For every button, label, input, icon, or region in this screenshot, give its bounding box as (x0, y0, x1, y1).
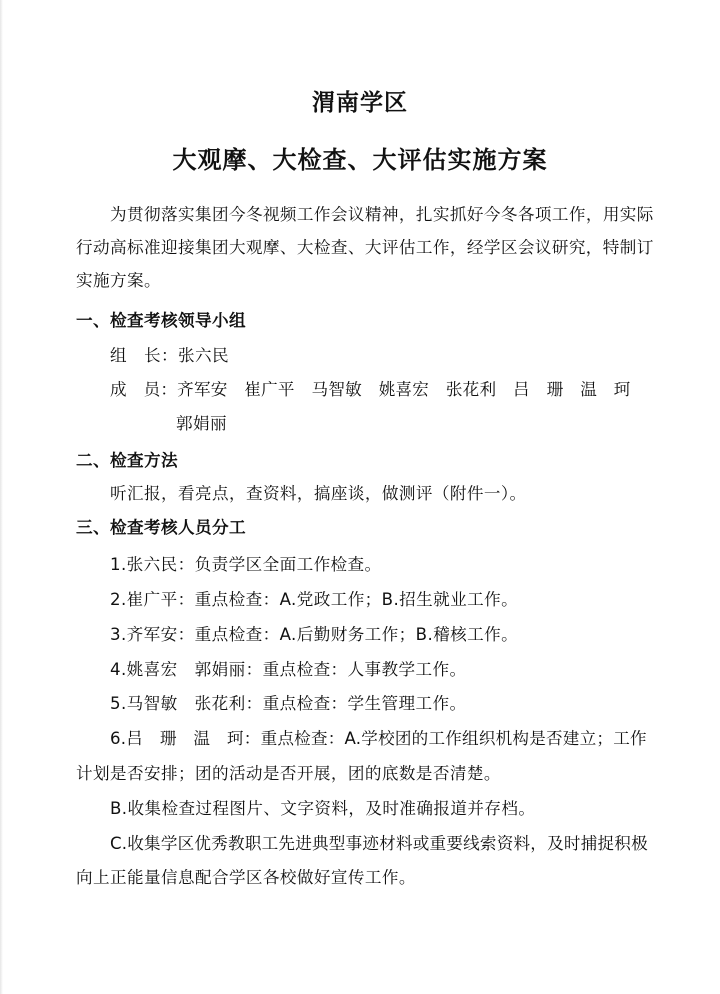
intro-line-1: 为贯彻落实集团今冬视频工作会议精神，扎实抓好今冬各项工作，用实际 (110, 205, 654, 224)
assignment-item-5: 5.马智敏 张花利：重点检查：学生管理工作。 (110, 694, 467, 713)
intro-line-3: 实施方案。 (76, 271, 161, 290)
assignment-item-6-line-1: 6.吕 珊 温 珂：重点检查：A.学校团的工作组织机构是否建立；工作 (110, 729, 647, 748)
document-subtitle: 大观摩、大检查、大评估实施方案 (172, 146, 548, 174)
assignment-item-4: 4.姚喜宏 郭娟丽：重点检查：人事教学工作。 (110, 660, 467, 679)
item-c-line-1: C.收集学区优秀教职工先进典型事迹材料或重要线索资料，及时捕捉积极 (110, 834, 648, 853)
assignment-item-6-line-2: 计划是否安排；团的活动是否开展，团的底数是否清楚。 (76, 764, 501, 783)
leader-line: 组 长：张六民 (110, 346, 229, 365)
members-line-2: 郭娟丽 (176, 414, 227, 433)
members-line-1: 成 员：齐军安 崔广平 马智敏 姚喜宏 张花利 吕 珊 温 珂 (110, 380, 631, 399)
assignment-item-1: 1.张六民：负责学区全面工作检查。 (110, 555, 382, 574)
section2-body: 听汇报，看亮点，查资料，搞座谈，做测评（附件一）。 (110, 484, 527, 503)
item-b-line: B.收集检查过程图片、文字资料，及时准确报道并存档。 (110, 799, 536, 818)
document-title: 渭南学区 (312, 90, 408, 116)
intro-line-2: 行动高标准迎接集团大观摩、大检查、大评估工作，经学区会议研究，特制订 (76, 238, 654, 257)
assignment-item-3: 3.齐军安：重点检查：A.后勤财务工作；B.稽核工作。 (110, 625, 519, 644)
assignment-item-2: 2.崔广平：重点检查：A.党政工作；B.招生就业工作。 (110, 590, 519, 609)
section1-heading: 一、检查考核领导小组 (76, 311, 246, 330)
item-c-line-2: 向上正能量信息配合学区各校做好宣传工作。 (76, 868, 416, 887)
section2-heading: 二、检查方法 (76, 451, 178, 470)
section3-heading: 三、检查考核人员分工 (76, 518, 246, 537)
